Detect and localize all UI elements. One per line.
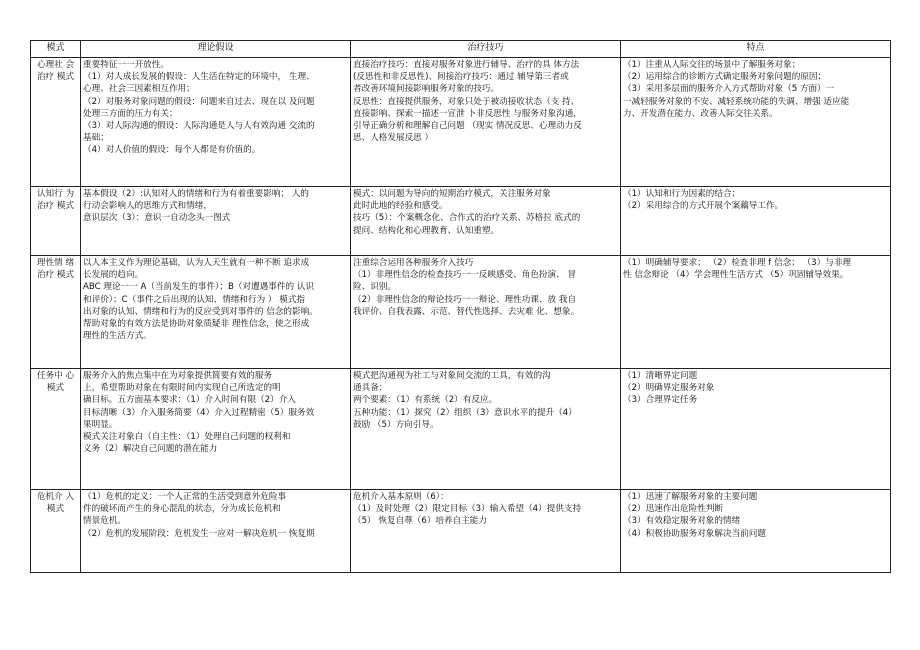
header-theory: 理论假设: [81, 41, 351, 58]
theory-line: 果明显。: [83, 419, 118, 430]
mode-name-cell: 危机介 入模式: [31, 490, 81, 573]
technique-cell: [351, 187, 621, 256]
table-row: [31, 369, 891, 490]
table-row: [31, 58, 891, 187]
feature-line: （2）迅速作出危险性判断: [623, 504, 723, 515]
theory-line: 情景危机。: [83, 516, 126, 527]
feature-cell: [621, 490, 891, 573]
theory-line: 心理、社会三因素相互作用；: [83, 84, 195, 95]
theory-line: （1）危机的定义：一个人正常的生活受到意外危险事: [83, 492, 287, 502]
technique-line: （1）非理性信念的检查技巧一一反映感受、角色扮演、 冒: [353, 270, 577, 281]
theory-line: （2）对服务对象问题的假设：问题来自过去、现在以 及问题: [83, 96, 315, 107]
theory-line: 意识层次（3）：意识一自动念头一图式: [83, 213, 231, 224]
technique-cell: [351, 490, 621, 573]
therapy-models-table: [30, 40, 891, 573]
header-technique: 治疗技巧: [351, 41, 621, 58]
header-mode: 模式: [31, 41, 81, 58]
feature-cell: [621, 187, 891, 256]
technique-line: 通具备：: [353, 383, 388, 394]
technique-line: 注重综合运用各种服务介入技巧: [353, 258, 474, 268]
theory-line: 服务介入的焦点集中在为对象提供简要有效的服务: [83, 371, 273, 381]
technique-line: （1）及时处理（2）限定目标（3）输入希望（4）提供支持: [353, 504, 582, 515]
theory-line: 义务（2）解决自己问题的潜在能力: [83, 444, 218, 455]
technique-line: 五种功能：（1）探究（2）组织（3）意识水平的提升（4）: [353, 407, 577, 418]
feature-cell: [621, 58, 891, 187]
table-row: [31, 490, 891, 573]
mode-name-cell: 理性情 绪治疗 模式: [31, 256, 81, 369]
feature-line: （1）清晰界定问题: [623, 371, 698, 381]
technique-line: 直接影响、探索一描述一宣泄 卜非反思性 与服务对象沟通，: [353, 108, 582, 119]
technique-line: 我评价、自我表露、示范、替代性选择、去灾难 化、想象。: [353, 306, 580, 317]
theory-line: 长发展的趋向。: [83, 270, 144, 281]
technique-line: 者改善环境间接影响服务对象的技巧。: [353, 84, 500, 95]
theory-line: 出对象的认知、情绪和行为的反应受到对事件的 信念的影响。: [83, 306, 318, 317]
theory-line: 确目标。五方面基本要求：（1）介入时间有限（2）介入: [83, 395, 296, 406]
theory-line: 帮助对象的有效方法是协助对象质疑非 理性信念，使之形成: [83, 319, 310, 330]
feature-line: （4）积极协助服务对象解决当前问题: [623, 528, 766, 539]
feature-line: （3）采用多层面的服务介入方式帮助对象（5 方面）一: [623, 84, 835, 95]
feature-line: （2）明确界定服务对象: [623, 383, 715, 394]
theory-line: 基本假设（2）:认知对人的情绪和行为有着重要影响； 人的: [83, 189, 309, 199]
theory-line: 件的破坏而产生的身心混乱的状态，分为成长危机和: [83, 504, 281, 515]
theory-line: 基础；: [83, 133, 109, 144]
feature-line: （1）认知和行为因素的结合；: [623, 189, 741, 199]
technique-line: 险、识别。: [353, 282, 396, 293]
theory-line: 目标清晰（3）介入服务简要（4）介入过程精密（5）服务效: [83, 407, 315, 418]
mode-name-cell: 认知行 为治疗 模式: [31, 187, 81, 256]
feature-line: 性 信念辩论 （4）学会理性生活方式 （5）巩固辅导效果。: [623, 270, 849, 281]
theory-line: 行动会影响人的思维方式和情绪，: [83, 201, 212, 212]
header-feature: 特点: [621, 41, 891, 58]
technique-cell: [351, 58, 621, 187]
header-row: [31, 41, 891, 58]
mode-name-cell: 任务中 心模式: [31, 369, 81, 490]
technique-line: 提问、结构化和心理教育、认知重塑。: [353, 225, 500, 236]
feature-line: （1）注重从人际交往的场景中了解服务对象；: [623, 60, 801, 70]
technique-line: 思、人格发展反思 ）: [353, 133, 434, 144]
theory-line: 处理三方面的压力有关；: [83, 108, 178, 119]
technique-line: 两个要素：（1）有系统（2）有反应。: [353, 395, 498, 406]
technique-line: 技巧（5）：个案概念化、合作式的治疗关系、苏格拉 底式的: [353, 213, 581, 224]
technique-line: 模式：以问题为导向的短期治疗模式，关注服务对象: [353, 189, 551, 199]
theory-line: （4）对人价值的假设：每个人都是有价值的。: [83, 145, 261, 156]
feature-line: （2）采用综合的方式开展个案藕导工作。: [623, 201, 784, 212]
theory-line: （3）对人际沟通的假设：人际沟通是人与人有效沟通 交流的: [83, 121, 315, 132]
technique-line: 鼓励 （5）方向引导。: [353, 419, 439, 430]
theory-cell: [81, 256, 351, 369]
technique-line: 反思性：直接提供服务，对象只处于被动接收状态（支 持、: [353, 96, 580, 107]
technique-line: 引导正确分析和理解自己问题 （现实 情况反思、心理动力反: [353, 121, 582, 132]
feature-cell: [621, 369, 891, 490]
theory-line: 理性的生活方式。: [83, 331, 152, 342]
table-row: [31, 187, 891, 256]
theory-line: 重要特征一一开放性。: [83, 60, 169, 70]
theory-cell: [81, 490, 351, 573]
theory-line: （1）对人成长发展的假设：人生活在特定的环境中， 生理、: [83, 72, 315, 83]
technique-cell: [351, 256, 621, 369]
technique-cell: [351, 369, 621, 490]
theory-cell: [81, 58, 351, 187]
technique-line: （2）非理性信念的辩论技巧一一辩论、理性功课、放 我自: [353, 294, 577, 305]
technique-line: 危机介入基本原则（6）：: [353, 492, 449, 502]
table-row: [31, 256, 891, 369]
theory-line: 以人本主义作为理论基础，认为人天生就有一种不断 追求成: [83, 258, 310, 268]
mode-name-cell: 心理社 会治疗 模式: [31, 58, 81, 187]
theory-cell: [81, 187, 351, 256]
technique-line: （5） 恢复自尊（6）培养自主能力: [353, 516, 487, 527]
feature-line: （1）迅速了解服务对象的主要问题: [623, 492, 758, 502]
theory-line: 模式关注对象白（自主性：（1）处理自己问题的权利和: [83, 432, 291, 443]
feature-line: （3）有效稳定服务对象的情绪: [623, 516, 741, 527]
theory-line: 和评价）；C（事件之后出现的认知、情绪和行为 ） 模式指: [83, 294, 306, 305]
feature-line: （1）明确辅导要求； （2）检查非理 f 信念； （3）与非理: [623, 258, 852, 268]
feature-line: 力、开发潜在能力、改善人际交往关系。: [623, 108, 778, 119]
feature-line: （3）合理界定任务: [623, 395, 698, 406]
theory-line: （2）危机的发展阶段：危机发生一应对一解决危机一 恢复期: [83, 528, 315, 539]
technique-line: 直接治疗技巧：直接对服务对象进行辅导、治疗的具 体方法: [353, 60, 580, 70]
theory-line: ABC 理论一一 A（当前发生的事件）；B（对遭遇事件的 认识: [83, 282, 314, 293]
feature-line: 一减轻服务对象的不安、减轻系统功能的失调、增强 适应能: [623, 96, 850, 107]
theory-cell: [81, 369, 351, 490]
technique-line: 此时此地的经验和感受。: [353, 201, 448, 212]
theory-line: 上，希望帮助对象在有限时间内实现自己所选定的明: [83, 383, 281, 394]
feature-line: （2）运用综合的诊断方式确定服务对象问题的原因；: [623, 72, 827, 83]
technique-line: 模式把沟通视为社工与对象间交流的工具，有效的沟: [353, 371, 551, 381]
technique-line: (反思性和非反思性)、间接治疗技巧：通过 辅导第三者或: [353, 72, 569, 83]
feature-cell: [621, 256, 891, 369]
